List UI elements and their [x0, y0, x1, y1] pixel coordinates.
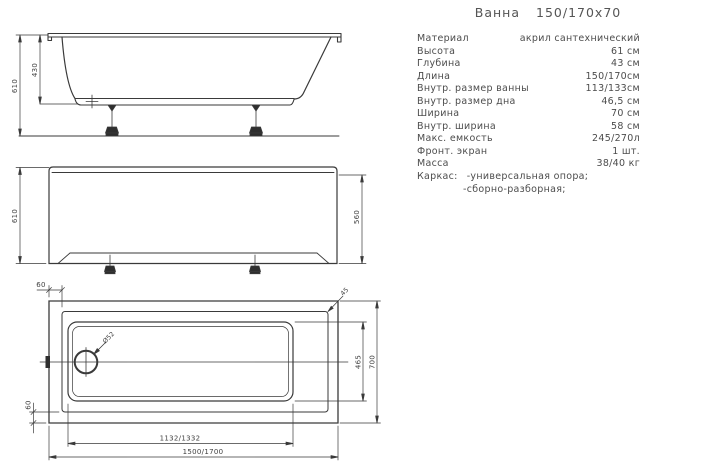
spec-label: Масса [417, 158, 449, 170]
spec-label: Длина [417, 70, 451, 82]
spec-label: Высота [417, 45, 456, 57]
spec-value: -сборно-разборная; [463, 183, 566, 195]
spec-value: 113/133см [585, 83, 640, 95]
tub-rim [48, 34, 341, 43]
spec-label: Материал [417, 33, 469, 44]
spec-row-material [417, 33, 640, 46]
side-view [16, 34, 341, 137]
spec-value: 245/270л [592, 133, 640, 145]
drain-cross-marker [86, 95, 98, 108]
spec-label: Каркас: [417, 171, 458, 183]
spec-label: Фронт. экран [417, 145, 488, 157]
spec-value: 46,5 см [601, 95, 640, 107]
spec-label: Внутр. ширина [417, 120, 496, 132]
spec-row-front-panel [417, 146, 640, 159]
spec-row-length [417, 71, 640, 84]
spec-value: 150/170см [585, 70, 640, 82]
dim-label-top-60-top: 60 [36, 281, 46, 289]
spec-row-bottom-size [417, 96, 640, 109]
foot-symbol [105, 255, 116, 274]
spec-row-mass [417, 158, 640, 171]
spec-label: Глубина [417, 58, 461, 70]
spec-value: 61 см [611, 45, 640, 57]
spec-row-inner-width [417, 121, 640, 134]
dim-label-drain: Ø52 [101, 330, 117, 346]
dim-label-top-465: 465 [354, 354, 363, 370]
spec-value: 58 см [611, 120, 640, 132]
dim-label-top-60-bottom: 60 [24, 400, 33, 410]
spec-value: -универсальная опора; [466, 171, 589, 183]
spec-label: Ширина [417, 108, 460, 120]
front-panel [49, 167, 337, 264]
spec-row-inner-size [417, 83, 640, 96]
product-name: Ванна [474, 5, 520, 20]
dim-label-side-610: 610 [11, 78, 19, 94]
overflow-mark [46, 356, 51, 368]
spec-value: 70 см [611, 108, 640, 120]
dim-label-top-total-length: 1500/1700 [182, 448, 224, 456]
dim-front-610 [16, 168, 49, 264]
spec-row-frame-2 [417, 184, 640, 197]
dim-top-45 [328, 296, 343, 312]
front-view [16, 167, 366, 274]
spec-value: акрил сантехнический [519, 33, 640, 44]
spec-value: 1 шт. [612, 145, 640, 157]
dim-label-top-45: 45 [339, 286, 351, 298]
dim-top-60-bottom [30, 403, 60, 433]
dim-side-610 [16, 35, 48, 136]
spec-row-capacity [417, 133, 640, 146]
product-model: 150/170x70 [536, 5, 622, 20]
foot-symbol [250, 105, 263, 136]
foot-symbol [106, 105, 119, 136]
spec-label: Макс. емкость [417, 133, 493, 145]
spec-row-frame-1 [417, 171, 640, 184]
foot-symbol [250, 255, 261, 274]
dim-label-front-610: 610 [11, 208, 19, 224]
spec-label: Внутр. размер ванны [417, 83, 529, 95]
spec-table [417, 33, 640, 196]
top-view [30, 286, 381, 461]
drain-symbol [75, 342, 106, 377]
tub-profile [62, 37, 331, 105]
dim-label-side-430: 430 [31, 62, 39, 78]
spec-label: Внутр. размер дна [417, 95, 516, 107]
page-title [448, 5, 648, 20]
dim-label-front-560: 560 [353, 209, 361, 225]
spec-value: 38/40 кг [596, 158, 640, 170]
spec-row-depth [417, 58, 640, 71]
dim-label-top-700: 700 [368, 354, 377, 370]
spec-row-width [417, 108, 640, 121]
dim-label-top-inner-length: 1132/1332 [159, 434, 201, 443]
spec-value: 43 см [611, 58, 640, 70]
spec-row-height [417, 46, 640, 59]
